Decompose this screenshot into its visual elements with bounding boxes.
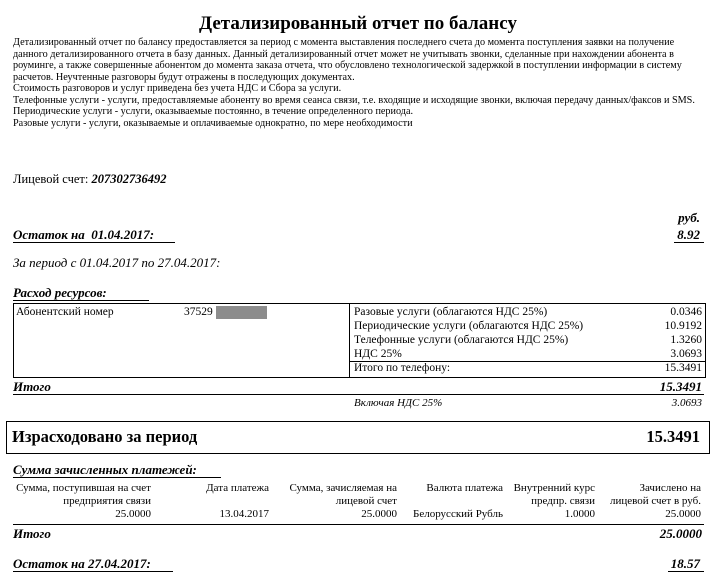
account-number: 207302736492 [91, 172, 167, 186]
period-text: За период с 01.04.2017 по 27.04.2017: [13, 255, 221, 270]
underline [13, 477, 221, 478]
intro-text [13, 37, 705, 129]
intro-paragraph: Телефонные услуги - услуги, предоставляемые абоненту во время сеанса связи, т.е. входящие и исходящие звонки, включая передачу данных/факсов и SMS. [13, 94, 695, 106]
payment-cell: 25.0000 [361, 508, 397, 520]
intro-paragraph: Разовые услуги - услуги, оказываемые и оплачиваемые однократно, по мере необходимости [13, 117, 413, 129]
payments-total-label: Итого [13, 526, 51, 541]
service-row-label: Периодические услуги (облагаются НДС 25%) [354, 320, 584, 332]
redacted-number [216, 306, 267, 319]
vat-value: 3.0693 [671, 397, 702, 409]
table-row [13, 508, 703, 521]
service-row-value: 3.0693 [670, 348, 702, 360]
divider [13, 524, 704, 525]
service-row-value: 1.3260 [670, 334, 702, 346]
payment-cell: 25.0000 [115, 508, 151, 520]
service-row-value: 0.0346 [670, 306, 702, 318]
payment-cell: 13.04.2017 [219, 508, 269, 520]
payments-header: Внутренний курс предпр. связи [513, 482, 595, 507]
payments-header: Сумма, зачисляемая на лицевой счет [289, 482, 397, 507]
payments-header: Сумма, поступившая на счет предприятия связи [16, 482, 151, 507]
service-row-label: НДС 25% [354, 348, 402, 360]
underline [13, 242, 175, 243]
phone-total-label: Итого по телефону: [354, 362, 451, 374]
payment-cell: Белорусский Рубль [413, 508, 503, 520]
payment-cell: 25.0000 [665, 508, 701, 520]
intro-paragraph: Детализированный отчет по балансу предоставляется за период с момента выставления последнего счета до момента поступления заявки на получение данного детализированного отчета в базу данных. Данный детализированный отчет может не учитывать звонки, сделанные при нахождении абонента в роуминге, а также совершенные абонентом до момента заказа отчета, что обусловлено технологической задержкой в поступлении информации в систему расчетов. Неучтенные разговоры будут отражены в последующих документах. [13, 37, 682, 83]
service-row-value: 10.9192 [664, 320, 702, 332]
balance-end-label: Остаток на 27.04.2017: [13, 556, 151, 571]
payments-title: Сумма зачисленных платежей: [13, 462, 197, 477]
spent-value: 15.3491 [646, 427, 700, 446]
intro-paragraph: Стоимость разговоров и услуг приведена без учета НДС и Сбора за услуги. [13, 83, 342, 94]
service-row-label: Разовые услуги (облагаются НДС 25%) [354, 306, 548, 318]
payments-table [13, 482, 703, 521]
balance-start-text: Остаток на [13, 227, 85, 242]
intro-paragraph: Периодические услуги - услуги, оказываемые постоянно, в течение определенного периода. [13, 106, 414, 117]
payments-header: Зачислено на лицевой счет в руб. [609, 482, 701, 507]
phone-total-value: 15.3491 [664, 362, 702, 374]
service-row-label: Телефонные услуги (облагаются НДС 25%) [354, 334, 569, 346]
balance-start-label [13, 227, 154, 243]
expenses-title: Расход ресурсов: [13, 285, 107, 300]
currency-label: руб. [678, 210, 700, 225]
subscriber-label: Абонентский номер [16, 306, 114, 318]
vat-label: Включая НДС 25% [354, 397, 443, 409]
balance-start-value: 8.92 [677, 227, 700, 242]
balance-start-date: 01.04.2017: [91, 227, 155, 242]
expenses-total-value: 15.3491 [659, 379, 702, 394]
payment-cell: 1.0000 [564, 508, 595, 520]
divider [13, 394, 704, 395]
underline [668, 571, 704, 572]
payments-header-row [13, 482, 703, 508]
expenses-total-label: Итого [13, 379, 51, 394]
report-title: Детализированный отчет по балансу [199, 13, 517, 34]
payments-header: Дата платежа [206, 482, 269, 494]
account-line [13, 172, 166, 187]
underline [13, 571, 173, 572]
payments-total-value: 25.0000 [659, 526, 702, 541]
balance-end-value: 18.57 [670, 556, 700, 571]
underline [674, 242, 704, 243]
payments-header: Валюта платежа [426, 482, 503, 494]
underline [13, 300, 149, 301]
spent-label: Израсходовано за период [12, 427, 198, 446]
account-label: Лицевой счет: [13, 172, 89, 186]
subscriber-number: 37529 [184, 306, 213, 318]
